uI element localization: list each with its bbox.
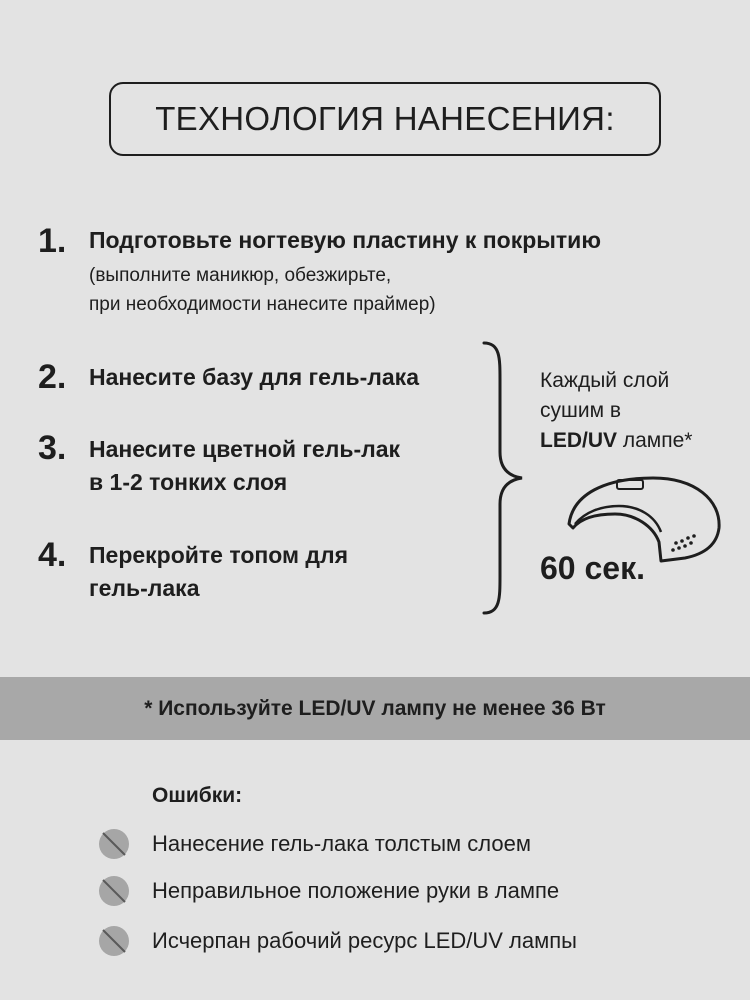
step-3-number: 3. bbox=[38, 429, 67, 467]
drying-note-line-1: Каждый слой bbox=[540, 369, 670, 392]
title-box bbox=[109, 82, 661, 156]
error-item-text: Неправильное положение руки в лампе bbox=[152, 878, 560, 903]
curly-brace bbox=[478, 340, 528, 616]
step-2-number: 2. bbox=[38, 358, 67, 396]
errors-title: Ошибки: bbox=[152, 784, 243, 807]
page-title: ТЕХНОЛОГИЯ НАНЕСЕНИЯ: bbox=[155, 100, 615, 137]
step-3-text-line-1: Нанесите цветной гель-лак bbox=[89, 436, 401, 462]
error-item-text: Исчерпан рабочий ресурс LED/UV лампы bbox=[152, 928, 577, 953]
drying-note-line-2: сушим в bbox=[540, 399, 622, 422]
error-item-text: Нанесение гель-лака толстым слоем bbox=[152, 831, 531, 856]
prohibited-icon bbox=[98, 828, 130, 860]
step-1-subtext-line-1: (выполните маникюр, обезжирьте, bbox=[89, 265, 392, 286]
step-2-text: Нанесите базу для гель-лака bbox=[89, 364, 419, 390]
lamp-power-banner bbox=[0, 677, 750, 740]
prohibited-icon bbox=[98, 925, 130, 957]
error-item bbox=[98, 828, 531, 860]
step-1-text: Подготовьте ногтевую пластину к покрытию bbox=[89, 227, 601, 253]
drying-note-line-3 bbox=[540, 426, 692, 456]
prohibited-icon bbox=[98, 875, 130, 907]
drying-note bbox=[540, 366, 692, 456]
error-item bbox=[98, 925, 577, 957]
step-4-text-line-1: Перекройте топом для bbox=[89, 542, 349, 568]
step-4-number: 4. bbox=[38, 536, 67, 574]
step-4-text-line-2: гель-лака bbox=[89, 575, 200, 601]
error-item bbox=[98, 875, 559, 907]
step-1-subtext-line-2: при необходимости нанесите праймер) bbox=[89, 294, 436, 315]
drying-note-lamp-word: лампе* bbox=[617, 429, 693, 452]
lamp-power-text: * Используйте LED/UV лампу не менее 36 Вт bbox=[144, 696, 606, 720]
drying-time: 60 сек. bbox=[540, 550, 645, 586]
drying-note-lamp-type: LED/UV bbox=[540, 429, 618, 452]
step-1-number: 1. bbox=[38, 222, 67, 260]
step-3-text-line-2: в 1-2 тонких слоя bbox=[89, 469, 288, 495]
